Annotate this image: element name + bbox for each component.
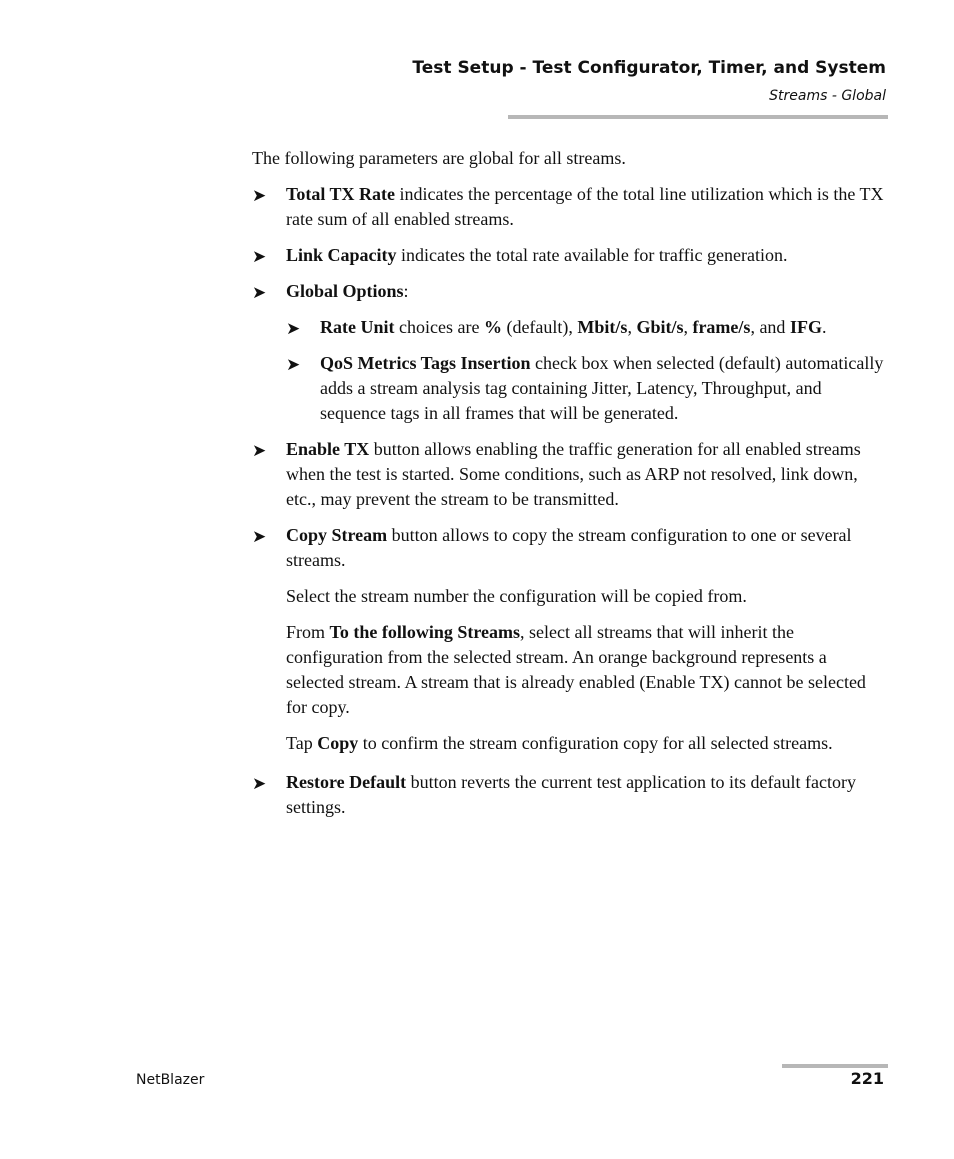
item-text xyxy=(320,351,888,426)
list-item-copy-stream xyxy=(252,523,888,756)
unit-ifg: IFG xyxy=(789,317,822,337)
text-run: , and xyxy=(750,317,790,337)
text-run: , select all streams that will inherit the configuration from the selected stream. An orange background represents a selected stream. A stream that is already enabled (Enable TX) cannot be selected for copy. xyxy=(286,622,866,717)
item-text xyxy=(286,182,888,232)
text-run: to confirm the stream configuration copy for all selected streams. xyxy=(358,733,833,753)
list-item-restore-default xyxy=(252,770,888,820)
arrowhead-bullet-icon: ➤ xyxy=(252,774,267,794)
text-run: , xyxy=(627,317,637,337)
list-item-enable-tx xyxy=(252,437,888,512)
footer-rule xyxy=(782,1064,888,1068)
unit-mbits: Mbit/s xyxy=(577,317,628,337)
arrowhead-bullet-icon: ➤ xyxy=(252,283,267,303)
text-run: Tap xyxy=(286,733,318,753)
text-run: choices are xyxy=(394,317,484,337)
unit-percent: % xyxy=(483,317,502,337)
text-run: . xyxy=(821,317,827,337)
sublist-item-rate-unit xyxy=(286,315,888,340)
description: : xyxy=(403,281,409,301)
term-restore-default: Restore Default xyxy=(286,772,407,792)
sublist-item-qos-metrics xyxy=(286,351,888,426)
running-header-title: Test Setup - Test Configurator, Timer, and System xyxy=(412,58,886,78)
arrowhead-bullet-icon: ➤ xyxy=(252,247,267,267)
description: indicates the total rate available for traffic generation. xyxy=(396,245,788,265)
item-text xyxy=(286,437,888,512)
unit-gbits: Gbit/s xyxy=(636,317,684,337)
term-enable-tx: Enable TX xyxy=(286,439,370,459)
arrowhead-bullet-icon: ➤ xyxy=(286,355,301,375)
copy-stream-para-1: Select the stream number the configuration will be copied from. xyxy=(286,586,747,606)
term-to-following-streams: To the following Streams xyxy=(329,622,521,642)
page-number: 221 xyxy=(850,1069,884,1088)
item-text xyxy=(286,279,888,304)
footer-product-name: NetBlazer xyxy=(136,1072,205,1088)
description: button reverts the current test application to its default factory settings. xyxy=(286,772,856,817)
list-item-global-options xyxy=(252,279,888,426)
arrowhead-bullet-icon: ➤ xyxy=(286,319,301,339)
text-run: , xyxy=(683,317,693,337)
text-run: From xyxy=(286,622,330,642)
term-global-options: Global Options xyxy=(286,281,404,301)
text-run: (default), xyxy=(501,317,578,337)
running-header-subtitle: Streams - Global xyxy=(769,88,886,104)
item-text xyxy=(286,523,888,573)
intro-paragraph: The following parameters are global for all streams. xyxy=(252,148,626,168)
term-copy-stream: Copy Stream xyxy=(286,525,388,545)
copy-stream-para-2 xyxy=(286,620,888,720)
term-total-tx-rate: Total TX Rate xyxy=(286,184,396,204)
description: button allows to copy the stream configuration to one or several streams. xyxy=(286,525,852,570)
term-copy: Copy xyxy=(317,733,359,753)
item-text xyxy=(286,770,888,820)
term-rate-unit: Rate Unit xyxy=(320,317,395,337)
arrowhead-bullet-icon: ➤ xyxy=(252,186,267,206)
item-text xyxy=(320,315,888,340)
list-item-link-capacity xyxy=(252,243,888,268)
arrowhead-bullet-icon: ➤ xyxy=(252,441,267,461)
term-link-capacity: Link Capacity xyxy=(286,245,397,265)
header-rule xyxy=(508,115,888,119)
item-text xyxy=(286,243,888,268)
list-item-total-tx-rate xyxy=(252,182,888,232)
body-content xyxy=(252,146,888,831)
description: check box when selected (default) automatically adds a stream analysis tag containing Jitter, Latency, Throughput, and sequence tags in all frames that will be generated. xyxy=(320,353,884,423)
description: button allows enabling the traffic generation for all enabled streams when the test is started. Some conditions, such as ARP not resolved, link down, etc., may prevent the stream to be transmitted. xyxy=(286,439,861,509)
arrowhead-bullet-icon: ➤ xyxy=(252,527,267,547)
term-qos-metrics: QoS Metrics Tags Insertion xyxy=(320,353,531,373)
copy-stream-para-3 xyxy=(286,731,888,756)
unit-frames: frame/s xyxy=(692,317,751,337)
description: indicates the percentage of the total line utilization which is the TX rate sum of all enabled streams. xyxy=(286,184,884,229)
global-options-sublist xyxy=(286,315,888,426)
